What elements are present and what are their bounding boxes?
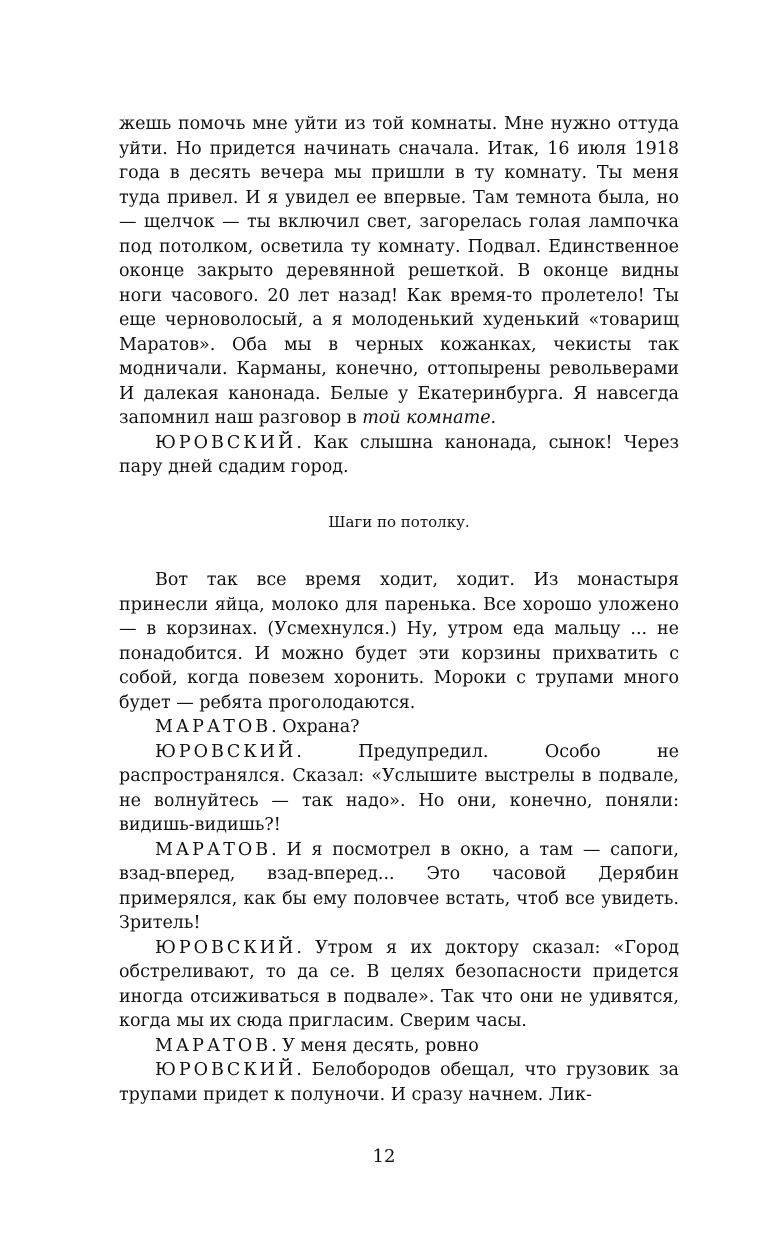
speech-text: У меня десять, ровно xyxy=(282,1035,479,1056)
page-number: 12 xyxy=(372,1146,396,1167)
paragraph-opening xyxy=(119,112,679,431)
speaker-name: ЮРОВСКИЙ xyxy=(155,1060,297,1080)
speaker-name: ЮРОВСКИЙ xyxy=(155,741,297,762)
speaker-name: МАРАТОВ xyxy=(155,717,272,737)
speech-text: Охрана? xyxy=(282,717,360,737)
speaker-name: ЮРОВСКИЙ xyxy=(155,432,297,453)
speech-paragraph: МАРАТОВ. У меня десять, ровно xyxy=(155,1035,479,1056)
speaker-name: МАРАТОВ xyxy=(155,1035,272,1056)
speech-text: Утром я их доктору сказал: «Город обстреливают, то да се. В целях безопасности придется иногда отсиживаться в подвале». Так что они не удивятся, когда мы их сюда пригласим. Сверим часы. xyxy=(119,937,679,1031)
speech-paragraph: ЮРОВСКИЙ. Утром я их доктору сказал: «Город обстреливают, то да се. В целях безопасности придется иногда отсиживаться в подвале». Так что они не удивятся, когда мы их сюда пригласим. Сверим часы. xyxy=(119,937,679,1031)
speech-text: Предупредил. Особо не распространялся. Сказал: «Услышите выстрелы в подвале, не волнуйтесь — так надо». Но они, конечно, поняли: видишь-видишь?! xyxy=(119,741,679,835)
speech-text: Белобородов обещал, что грузовик за трупами придет к полуночи. И сразу начнем. Лик- xyxy=(119,1060,679,1105)
book-page-text xyxy=(119,112,679,1107)
speech-paragraph: МАРАТОВ. И я посмотрел в окно, а там — сапоги, взад-вперед, взад-вперед... Это часовой Дерябин примерялся, как бы ему половчее встать, чтоб все увидеть. Зритель! xyxy=(119,839,679,933)
speech-paragraph: ЮРОВСКИЙ. Белобородов обещал, что грузовик за трупами придет к полуночи. И сразу начнем. Лик- xyxy=(119,1060,679,1105)
emphasis-text: той комнате. xyxy=(362,408,497,428)
stage-direction: Шаги по потолку. xyxy=(328,512,470,531)
speaker-name: МАРАТОВ xyxy=(155,839,272,860)
speech-text: Как слышна канонада, сынок! Через пару дней сдадим город. xyxy=(119,432,679,477)
speech-text: И я посмотрел в окно, а там — сапоги, взад-вперед, взад-вперед... Это часовой Дерябин примерялся, как бы ему половчее встать, чтоб все увидеть. Зритель! xyxy=(119,839,679,933)
paragraph-monologue: Вот так все время ходит, ходит. Из монастыря принесли яйца, молоко для паренька. Все хорошо уложено — в корзинах. (Усмехнулся.) Ну, утром еда мальцу ... не понадобится. И можно будет эти корзины прихватить с собой, когда повезем хоронить. Мороки с трупами много будет — ребята проголодаются. xyxy=(119,570,679,713)
speech-paragraph: ЮРОВСКИЙ. Как слышна канонада, сынок! Через пару дней сдадим город. xyxy=(119,432,679,477)
speech-paragraph: ЮРОВСКИЙ. Предупредил. Особо не распространялся. Сказал: «Услышите выстрелы в подвале, не волнуйтесь — так надо». Но они, конечно, поняли: видишь-видишь?! xyxy=(119,741,679,835)
speech-paragraph: МАРАТОВ. Охрана? xyxy=(155,717,360,737)
paragraph-opening-text: жешь помочь мне уйти из той комнаты. Мне нужно оттуда уйти. Но придется начинать сначала. Итак, 16 июля 1918 года в десять вечера мы пришли в ту комнату. Ты меня туда привел. И я увидел ее впервые. Там темнота была, но — щелчок — ты включил свет, загорелась голая лампочка под потолком, осветила ту комнату. Подвал. Единственное оконце закрыто деревянной решеткой. В оконце видны ноги часового. 20 лет назад! Как время-то пролетело! Ты еще черноволосый, а я молоденький худенький «товарищ Маратов». Оба мы в черных кожанках, чекисты так модничали. Карманы, конечно, оттопырены револьверами И далекая канонада. Белые у Екатеринбурга. Я навсегда запомнил наш разговор в xyxy=(119,114,679,428)
speaker-name: ЮРОВСКИЙ xyxy=(155,937,297,958)
